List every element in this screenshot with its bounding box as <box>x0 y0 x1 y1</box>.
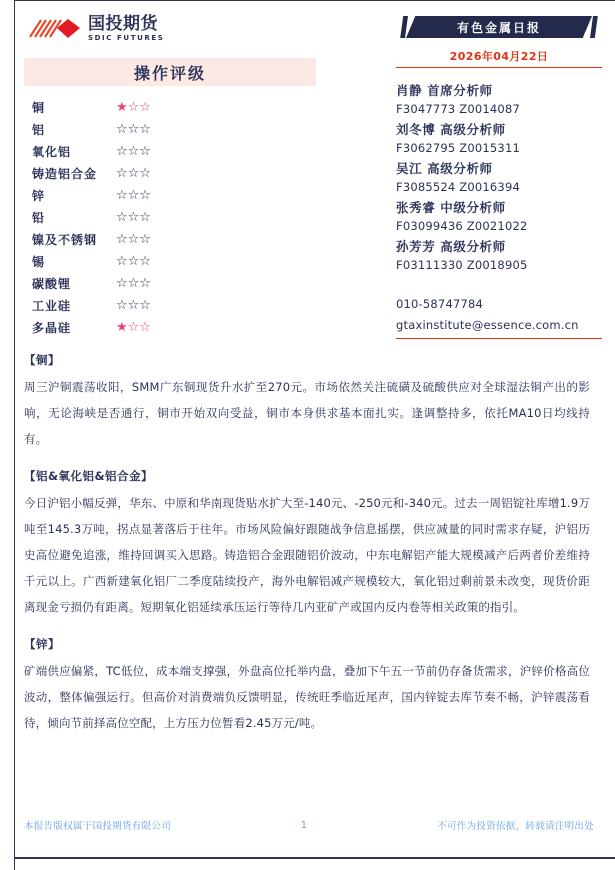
analyst-name: 肖静 首席分析师 <box>396 83 493 98</box>
rating-stars: ☆☆☆ <box>116 275 151 291</box>
section-paragraph: 周三沪铜震荡收阳，SMM广东铜现货升水扩至270元。市场依然关注硫磺及硫酸供应对全球湿法铜产出的影响，无论海峡是否通行，铜市开始双向受益，铜市本身供求基本面扎实。逢调整持多，依托MA10日均线持有。 <box>24 380 590 446</box>
rating-stars: ★☆☆ <box>116 319 151 335</box>
report-type-title: 有色金属日报 <box>456 20 541 35</box>
rating-metal-name: 工业硅 <box>32 298 72 313</box>
report-date-underline <box>396 67 602 68</box>
analyst-license-code: F3047773 Z0014087 <box>396 102 520 116</box>
rating-metal-name: 多晶硅 <box>32 320 72 335</box>
analyst-license-code: F03111330 Z0018905 <box>396 258 528 272</box>
analyst-entry <box>396 81 602 119</box>
rating-row <box>24 316 316 338</box>
rating-row <box>24 118 316 140</box>
analyst-entry <box>396 159 602 197</box>
analyst-name: 刘冬博 高级分析师 <box>396 122 506 137</box>
report-type-banner <box>396 16 602 38</box>
operation-rating-title-bar <box>24 58 316 86</box>
analyst-license-code: F03099436 Z0021022 <box>396 219 528 233</box>
logo-company-name-cn: 国投期货 <box>88 14 158 34</box>
footer-copyright: 本报告版权属于国投期货有限公司 <box>24 821 172 832</box>
section-paragraph: 矿端供应偏紧，TC低位，成本端支撑强，外盘高位托举内盘，叠加下午五一节前仍存备货需求，沪锌价格高位波动，整体偏强运行。但高价对消费端负反馈明显，传统旺季临近尾声，国内锌锭去库节奏不畅，沪锌震荡看待，倾向节前择高位空配，上方压力位暂看2.45万元/吨。 <box>24 664 590 730</box>
analyst-list <box>396 81 602 275</box>
rating-stars: ☆☆☆ <box>116 209 151 225</box>
rating-row <box>24 250 316 272</box>
rating-row <box>24 228 316 250</box>
section-heading: 【铝&氧化铝&铝合金】 <box>24 469 154 483</box>
rating-stars: ☆☆☆ <box>116 121 151 137</box>
rating-row <box>24 162 316 184</box>
analyst-entry <box>396 120 602 158</box>
analyst-name: 吴江 高级分析师 <box>396 161 493 176</box>
rating-metal-name: 镍及不锈钢 <box>32 232 98 247</box>
rating-stars: ☆☆☆ <box>116 231 151 247</box>
analyst-license-code: F3062795 Z0015311 <box>396 141 520 155</box>
analyst-name: 张秀睿 中级分析师 <box>396 200 506 215</box>
rating-metal-name: 锌 <box>32 188 46 203</box>
report-header <box>0 0 615 350</box>
rating-row <box>24 272 316 294</box>
operation-rating-panel <box>24 58 316 338</box>
page-footer <box>24 818 594 832</box>
banner-right-tick <box>590 16 602 38</box>
footer-page-number: 1 <box>300 819 308 831</box>
rating-stars: ☆☆☆ <box>116 253 151 269</box>
section-paragraph: 今日沪铝小幅反弹，华东、中原和华南现货贴水扩大至-140元、-250元和-340元。过去一周铝锭社库增1.9万吨至145.3万吨，拐点显著落后于往年。市场风险偏好跟随战争信息摇摆，供应减量的同时需求存疑，沪铝历史高位避免追涨，维持回调买入思路。铸造铝合金跟随铝价波动，中东电解铝产能大规模减产后两者价差维持千元以上。广西新建氧化铝厂二季度陆续投产，海外电解铝减产规模较大，氧化铝过剩前景未改变，现货价距离现金亏损仍有距离。短期氧化铝延续承压运行等待几内亚矿产或国内反内卷等相关政策的指引。 <box>24 496 590 614</box>
rating-metal-name: 铝 <box>32 122 46 137</box>
report-section <box>24 468 590 620</box>
report-date: 2026年04月22日 <box>449 50 549 63</box>
rating-metal-name: 铸造铝合金 <box>32 166 98 181</box>
rating-metal-name: 氧化铝 <box>32 144 72 159</box>
footer-disclaimer: 不可作为投资依据，转载请注明出处 <box>437 821 594 832</box>
rating-stars: ☆☆☆ <box>116 297 151 313</box>
rating-metal-name: 铅 <box>32 210 46 225</box>
section-heading: 【锌】 <box>24 637 60 651</box>
page-border-bottom <box>14 857 615 859</box>
rating-stars: ☆☆☆ <box>116 143 151 159</box>
rating-metal-name: 锡 <box>32 254 46 269</box>
contact-phone: 010-58747784 <box>396 297 484 311</box>
company-logo <box>28 16 164 42</box>
rating-row <box>24 96 316 118</box>
contact-block <box>396 294 602 339</box>
rating-row <box>24 206 316 228</box>
rating-row <box>24 184 316 206</box>
rating-row <box>24 140 316 162</box>
rating-row <box>24 294 316 316</box>
analyst-license-code: F3085524 Z0016394 <box>396 180 520 194</box>
rating-list <box>24 96 316 338</box>
analyst-entry <box>396 237 602 275</box>
analyst-name: 孙芳芳 高级分析师 <box>396 239 506 254</box>
contact-email[interactable]: gtaxinstitute@essence.com.cn <box>396 318 579 332</box>
operation-rating-title: 操作评级 <box>133 63 206 83</box>
rating-stars: ☆☆☆ <box>116 187 151 203</box>
sdic-logo-mark-icon <box>28 16 82 42</box>
banner-left-tick <box>396 16 408 38</box>
rating-stars: ☆☆☆ <box>116 165 151 181</box>
report-meta-panel <box>396 16 602 339</box>
contact-underline <box>396 338 602 339</box>
rating-metal-name: 碳酸锂 <box>32 276 72 291</box>
rating-metal-name: 铜 <box>32 100 46 115</box>
section-heading: 【铜】 <box>24 353 60 367</box>
report-body <box>24 352 590 752</box>
rating-stars: ★☆☆ <box>116 99 151 115</box>
logo-company-name-en: SDIC FUTURES <box>88 34 165 42</box>
report-section <box>24 352 590 452</box>
report-section <box>24 636 590 736</box>
analyst-entry <box>396 198 602 236</box>
